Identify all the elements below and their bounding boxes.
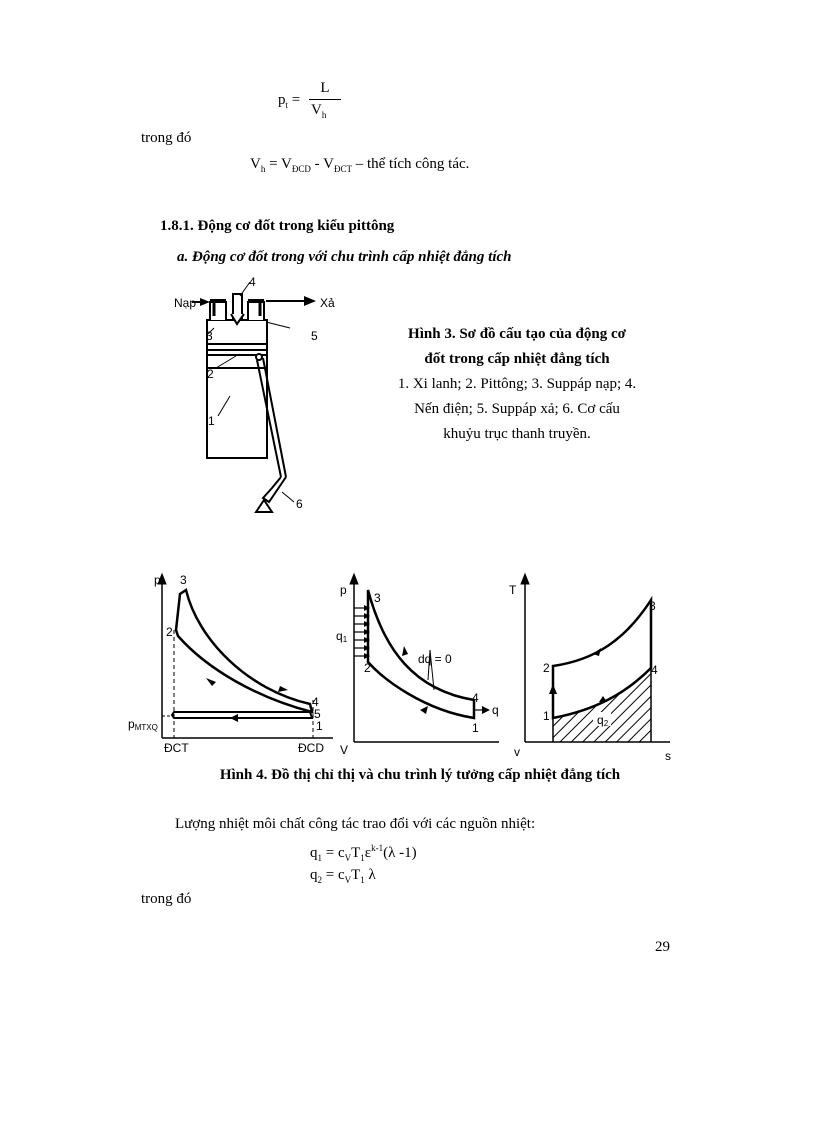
ts-diagram: [505, 570, 680, 765]
intake-port: [210, 302, 226, 320]
fig3-title-line2: đốt trong cấp nhiệt đẳng tích: [424, 351, 610, 367]
fig3-legend-line3: khuỷu trục thanh truyền.: [443, 426, 591, 442]
equation-q2: $q_2 = c_VT_1$ λ: [310, 867, 376, 885]
fig3-label-2: 2: [207, 367, 214, 381]
left-label-pmtxq: pMTXQ: [128, 717, 158, 732]
paragraph-heat-exchange: Lượng nhiệt môi chất công tác trao đổi với các nguồn nhiệt:: [175, 816, 536, 832]
left-label-4: 4: [312, 695, 319, 709]
crank: [263, 477, 286, 502]
mid-label-q1: q1: [336, 629, 348, 644]
formula-pt-denominator: $V_h$: [311, 102, 327, 120]
mid-label-3: 3: [374, 591, 381, 605]
engine-diagram: [170, 272, 350, 527]
fig3-label-3: 3: [206, 329, 213, 343]
right-label-2: 2: [543, 661, 550, 675]
cylinder: [207, 320, 267, 458]
fig3-legend-line1: 1. Xi lanh; 2. Pittông; 3. Suppáp nạp; 4.: [397, 376, 637, 392]
right-axis-s: s: [665, 749, 671, 763]
mid-axis-v: v: [514, 745, 520, 759]
left-axis-v: V: [340, 743, 349, 757]
fig3-caption: [372, 322, 662, 447]
mid-label-4: 4: [472, 691, 479, 705]
left-label-5: 5: [314, 707, 321, 721]
fig3-label-1: 1: [208, 414, 215, 428]
page-number: 29: [655, 939, 670, 955]
fig3-label-4: 4: [249, 275, 256, 289]
mid-label-1: 1: [472, 721, 479, 735]
formula-pt: [278, 80, 368, 125]
right-label-4: 4: [651, 663, 658, 677]
trong-do-label-2: trong đó: [141, 891, 192, 907]
fig4-caption: Hình 4. Đồ thị chỉ thị và chu trình lý tưởng cấp nhiệt đẳng tích: [219, 767, 621, 783]
fig3-label-6: 6: [296, 497, 303, 511]
right-axis-T: T: [509, 583, 517, 597]
formula-pt-lhs: $p_t$ =: [278, 92, 301, 110]
left-axis-p: p: [154, 573, 161, 587]
section-heading: 1.8.1. Động cơ đốt trong kiểu pittông: [160, 218, 395, 234]
mid-label-q: q: [492, 703, 499, 717]
pv-diagram: [334, 570, 520, 760]
mid-label-2: 2: [364, 661, 371, 675]
indicator-loop: [176, 590, 312, 712]
left-label-dct: ĐCT: [164, 741, 189, 755]
fraction-bar: [309, 99, 341, 100]
fig3-legend-line2: Nến điện; 5. Suppáp xả; 6. Cơ cấu: [414, 401, 620, 417]
mid-label-dq: dq = 0: [418, 652, 452, 666]
trong-do-label: trong đó: [141, 130, 192, 146]
ts-heat-rejected-area: [553, 668, 651, 742]
equation-q1: $q_1 = c_VT_1\varepsilon^{k-1}(\lambda$ -1): [310, 843, 417, 863]
right-label-q2: q2: [597, 713, 609, 728]
fig3-label-xa: Xả: [320, 296, 335, 310]
fig3-label-5: 5: [311, 329, 318, 343]
left-label-dcd: ĐCD: [298, 741, 324, 755]
right-label-3: 3: [649, 599, 656, 613]
left-label-3: 3: [180, 573, 187, 587]
subsection-heading: a. Động cơ đốt trong với chu trình cấp nhiệt đẳng tích: [177, 249, 512, 265]
formula-pt-numerator: L: [320, 80, 330, 96]
fig3-title-line1: Hình 3. Sơ đồ cấu tạo của động cơ: [408, 326, 626, 342]
formula-vh: $V_h = V_{ĐCD} - V_{ĐCT}$ – thể tích công tác.: [250, 156, 470, 174]
left-label-2: 2: [166, 625, 173, 639]
right-label-1: 1: [543, 709, 550, 723]
exhaust-port: [248, 302, 264, 320]
left-label-1: 1: [316, 719, 323, 733]
mid-axis-p: p: [340, 583, 347, 597]
fig3-label-nap: Nạp: [174, 296, 197, 310]
